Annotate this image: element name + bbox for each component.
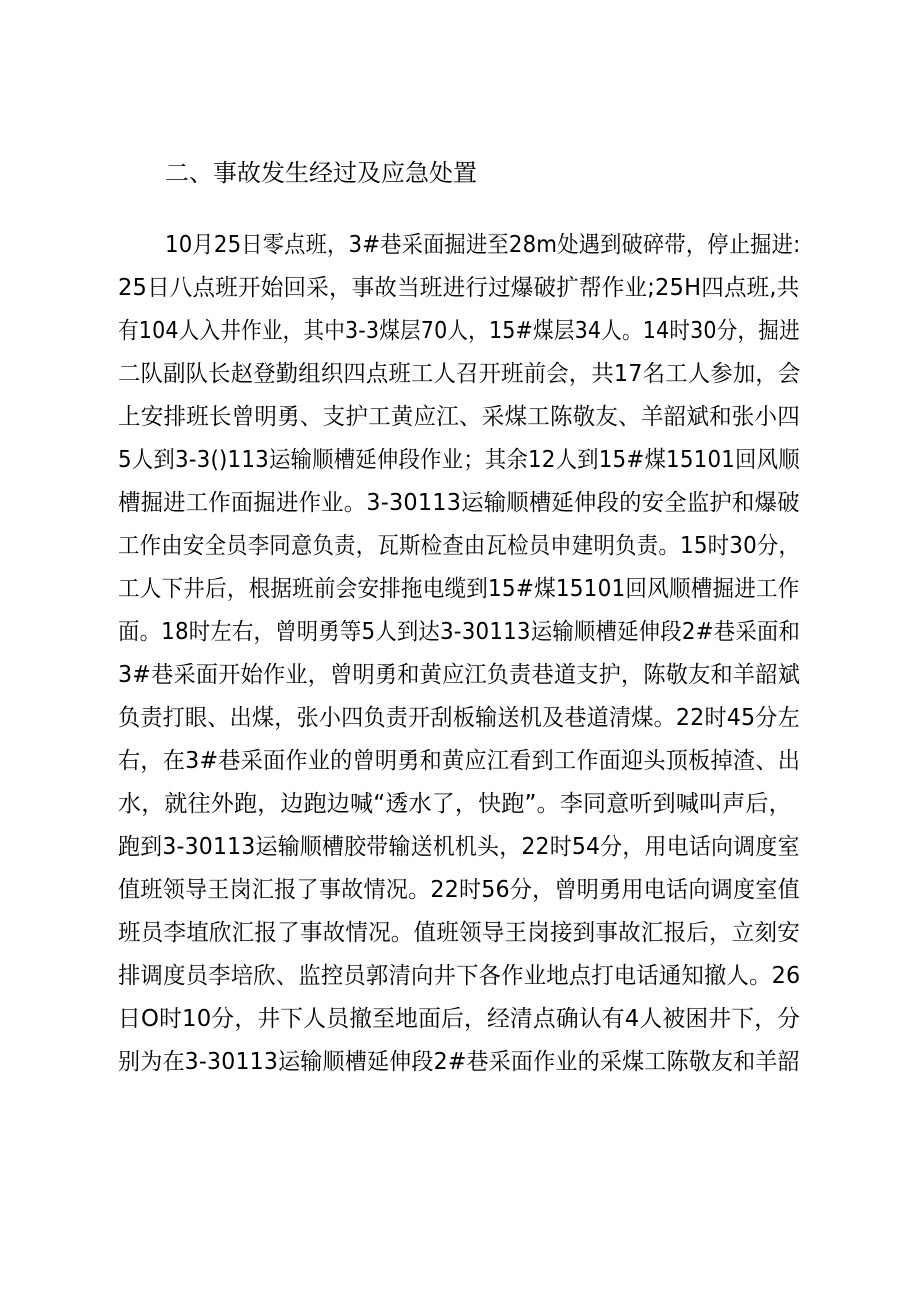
paragraph-line: 排调度员李培欣、监控员郭清向井下各作业地点打电话通知撤人。26 [118,963,801,989]
paragraph-line: 二队副队长赵登勤组织四点班工人召开班前会，共17名工人参加，会 [118,361,801,387]
paragraph-line: 工作由安全员李同意负责，瓦斯检查由瓦检员申建明负责。15时30分， [118,533,801,559]
paragraph-line: 日O时10分，井下人员撤至地面后，经清点确认有4人被困井下，分 [118,1006,801,1032]
paragraph-line: 3#巷采面开始作业，曾明勇和黄应江负责巷道支护，陈敬友和羊韶斌 [118,662,801,688]
paragraph-line: 班员李埴欣汇报了事故情况。值班领导王岗接到事故汇报后，立刻安 [118,920,801,946]
paragraph-line: 跑到3-30113运输顺槽胶带输送机机头，22时54分，用电话向调度室 [118,834,800,860]
paragraph-line: 10月25日零点班，3#巷采面掘进至28m处遇到破碎带，停止掘进: [165,232,801,258]
paragraph-line: 负责打眼、出煤，张小四负责开刮板输送机及巷道清煤。22时45分左 [118,705,800,731]
paragraph-line: 别为在3-30113运输顺槽延伸段2#巷采面作业的采煤工陈敬友和羊韶 [118,1049,800,1075]
paragraph-line: 槽掘进工作面掘进作业。3-30113运输顺槽延伸段的安全监护和爆破 [118,490,800,516]
paragraph-line: 25日八点班开始回采，事故当班进行过爆破扩帮作业;25H四点班,共 [118,275,800,301]
paragraph-line: 上安排班长曾明勇、支护工黄应江、采煤工陈敬友、羊韶斌和张小四 [118,404,801,430]
section-heading: 二、事故发生经过及应急处置 [165,159,477,187]
paragraph-line: 值班领导王岗汇报了事故情况。22时56分，曾明勇用电话向调度室值 [118,877,800,903]
paragraph-line: 工人下井后，根据班前会安排拖电缆到15#煤15101回风顺槽掘进工作 [118,576,800,602]
paragraph-line: 有104人入井作业，其中3-3煤层70人，15#煤层34人。14时30分，掘进 [118,318,800,344]
paragraph-line: 右，在3#巷采面作业的曾明勇和黄应江看到工作面迎头顶板掉渣、出 [118,748,801,774]
paragraph-line: 面。18时左右，曾明勇等5人到达3-30113运输顺槽延伸段2#巷采面和 [118,619,801,645]
paragraph-line: 5人到3-3()113运输顺槽延伸段作业；其余12人到15#煤15101回风顺 [118,447,800,473]
paragraph-line: 水，就往外跑，边跑边喊“透水了，快跑”。李同意听到喊叫声后， [118,791,792,817]
